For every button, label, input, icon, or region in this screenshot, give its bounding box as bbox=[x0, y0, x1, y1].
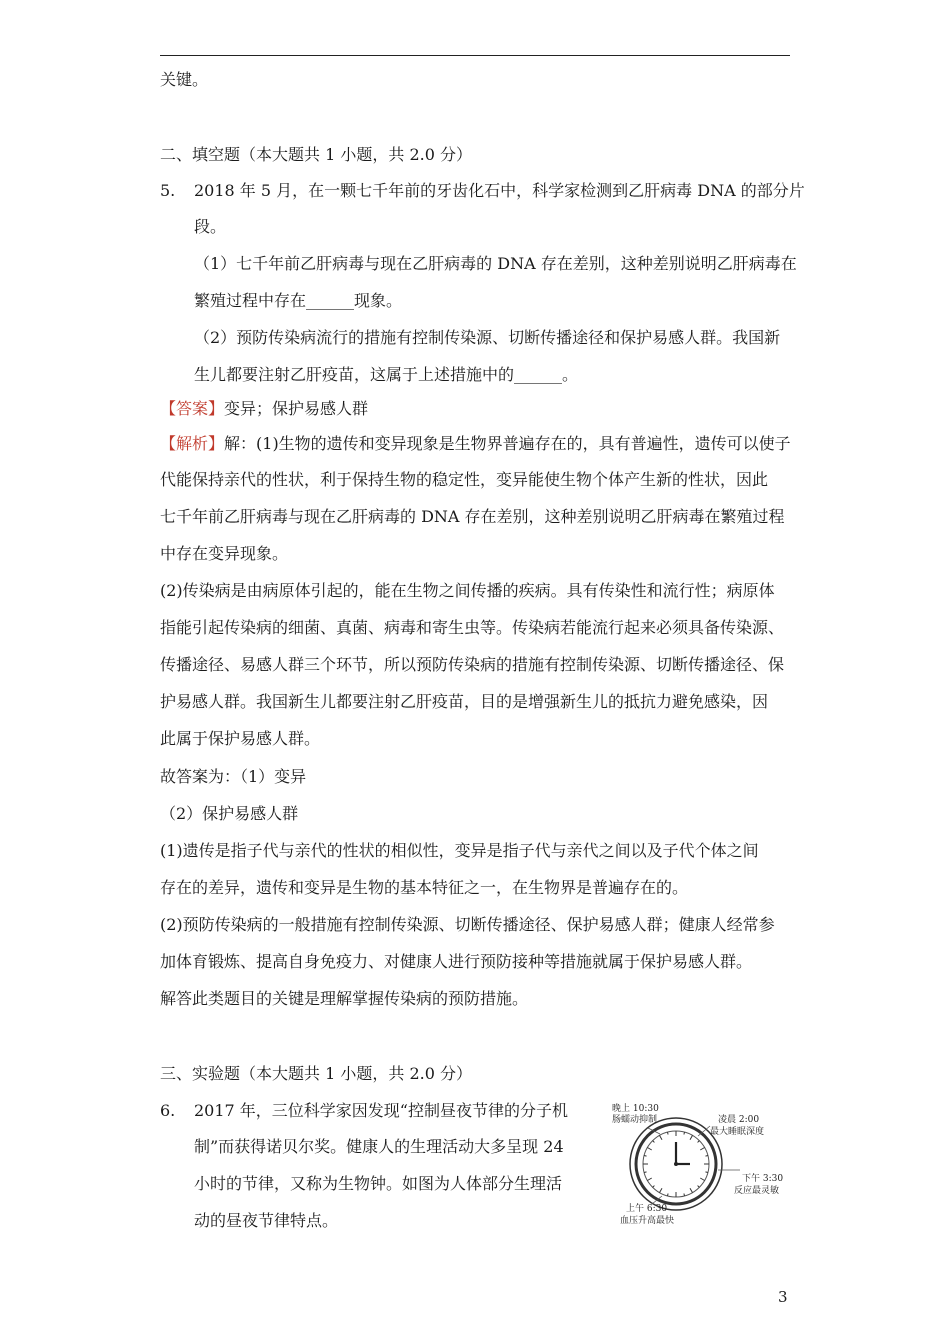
clock-tick bbox=[644, 1155, 646, 1156]
analysis-line3: 七千年前乙肝病毒与现在乙肝病毒的 DNA 存在差别，这种差别说明乙肝病毒在繁殖过程 bbox=[160, 507, 785, 526]
analysis-line1 bbox=[160, 433, 791, 455]
analysis-line6: 指能引起传染病的细菌、真菌、病毒和寄生虫等。传染病若能流行起来必须具备传染源、 bbox=[160, 618, 785, 637]
top-text: 关键。 bbox=[160, 70, 209, 89]
analysis-tag: 【解析】 bbox=[160, 434, 225, 453]
analysis-text1: 解：(1)生物的遗传和变异现象是生物界普遍存在的，具有普遍性，遗传可以使子 bbox=[224, 434, 791, 453]
analysis-line8: 护易感人群。我国新生儿都要注射乙肝疫苗，目的是增强新生儿的抵抗力避免感染，因 bbox=[160, 692, 769, 711]
q5-sub1-line2: 繁殖过程中存在______现象。 bbox=[194, 291, 403, 310]
answer-text: 变异；保护易感人群 bbox=[224, 399, 369, 418]
clock-tick bbox=[698, 1186, 700, 1188]
clock-face bbox=[630, 1118, 722, 1210]
clock-tick bbox=[644, 1172, 646, 1173]
clock-tick bbox=[690, 1188, 693, 1192]
final-answer-1: 故答案为：（1）变异 bbox=[160, 767, 307, 786]
label-tr-event: 最大睡眠深度 bbox=[710, 1127, 765, 1137]
analysis-line5: (2)传染病是由病原体引起的，能在生物之间传播的疾病。具有传染性和流行性；病原体 bbox=[160, 581, 775, 600]
q6-line2: 制”而获得诺贝尔奖。健康人的生理活动大多呈现 24 bbox=[194, 1137, 564, 1156]
q5-line1: 2018 年 5 月，在一颗七千年前的牙齿化石中，科学家检测到乙肝病毒 DNA 的部分片 bbox=[194, 181, 805, 200]
clock-tick bbox=[705, 1172, 707, 1173]
q5-sub2-line1: （2）预防传染病流行的措施有控制传染源、切断传播途径和保护易感人群。我国新 bbox=[194, 328, 781, 347]
label-tl-event: 肠蠕动抑制 bbox=[612, 1115, 658, 1125]
clock-tick bbox=[653, 1186, 655, 1188]
analysis-line4: 中存在变异现象。 bbox=[160, 544, 289, 563]
label-r-event: 反应最灵敏 bbox=[734, 1186, 780, 1196]
clock-tick bbox=[667, 1132, 668, 1134]
label-r-time: 下午 3:30 bbox=[742, 1174, 784, 1184]
clock-tick bbox=[700, 1178, 704, 1181]
q6-line3: 小时的节律，又称为生物钟。如图为人体部分生理活 bbox=[194, 1174, 563, 1193]
section2-heading: 二、填空题（本大题共 1 小题，共 2.0 分） bbox=[160, 145, 472, 164]
answer-tag: 【答案】 bbox=[160, 399, 225, 418]
note3: 解答此类题目的关键是理解掌握传染病的预防措施。 bbox=[160, 989, 529, 1008]
q5-sub1-line1: （1）七千年前乙肝病毒与现在乙肝病毒的 DNA 存在差别，这种差别说明乙肝病毒在 bbox=[194, 254, 797, 273]
clock-tick bbox=[653, 1141, 655, 1143]
q6-line4: 动的昼夜节律特点。 bbox=[194, 1211, 339, 1230]
label-tl-time: 晚上 10:30 bbox=[612, 1104, 659, 1114]
clock-tick bbox=[660, 1188, 663, 1192]
analysis-line9: 此属于保护易感人群。 bbox=[160, 729, 321, 748]
note2-line1: (2)预防传染病的一般措施有控制传染源、切断传播途径、保护易感人群；健康人经常参 bbox=[160, 915, 775, 934]
clock-tick bbox=[684, 1193, 685, 1195]
label-tr-time: 凌晨 2:00 bbox=[718, 1115, 760, 1125]
q5-number: 5. bbox=[160, 181, 176, 200]
clock-tick bbox=[684, 1132, 685, 1134]
header-rule bbox=[160, 55, 790, 56]
section3-heading: 三、实验题（本大题共 1 小题，共 2.0 分） bbox=[160, 1064, 472, 1083]
biological-clock-figure bbox=[600, 1098, 800, 1233]
note1-line1: (1)遗传是指子代与亲代的性状的相似性，变异是指子代与亲代之间以及子代个体之间 bbox=[160, 841, 759, 860]
q6-line1: 2017 年，三位科学家因发现“控制昼夜节律的分子机 bbox=[194, 1101, 568, 1120]
clock-tick bbox=[647, 1148, 651, 1151]
analysis-line2: 代能保持亲代的性状，利于保持生物的稳定性，变异能使生物个体产生新的性状，因此 bbox=[160, 470, 769, 489]
note2-line2: 加体育锻炼、提高自身免疫力、对健康人进行预防接种等措施就属于保护易感人群。 bbox=[160, 952, 753, 971]
answer-line bbox=[160, 398, 368, 420]
clock-tick bbox=[698, 1141, 700, 1143]
clock-tick bbox=[690, 1135, 693, 1139]
clock-tick bbox=[647, 1178, 651, 1181]
clock-tick bbox=[667, 1193, 668, 1195]
label-bl-event: 血压升高最快 bbox=[620, 1216, 675, 1226]
q6-number: 6. bbox=[160, 1101, 176, 1120]
clock-tick bbox=[660, 1135, 663, 1139]
label-bl-time: 上午 6:30 bbox=[626, 1204, 668, 1214]
clock-tick bbox=[705, 1155, 707, 1156]
clock-tick bbox=[700, 1148, 704, 1151]
q5-sub2-line2: 生儿都要注射乙肝疫苗，这属于上述措施中的______。 bbox=[194, 365, 579, 384]
note1-line2: 存在的差异，遗传和变异是生物的基本特征之一，在生物界是普遍存在的。 bbox=[160, 878, 689, 897]
page-number: 3 bbox=[778, 1288, 788, 1306]
q5-line2: 段。 bbox=[194, 217, 227, 236]
analysis-line7: 传播途径、易感人群三个环节，所以预防传染病的措施有控制传染源、切断传播途径、保 bbox=[160, 655, 785, 674]
final-answer-2: （2）保护易感人群 bbox=[160, 804, 299, 823]
